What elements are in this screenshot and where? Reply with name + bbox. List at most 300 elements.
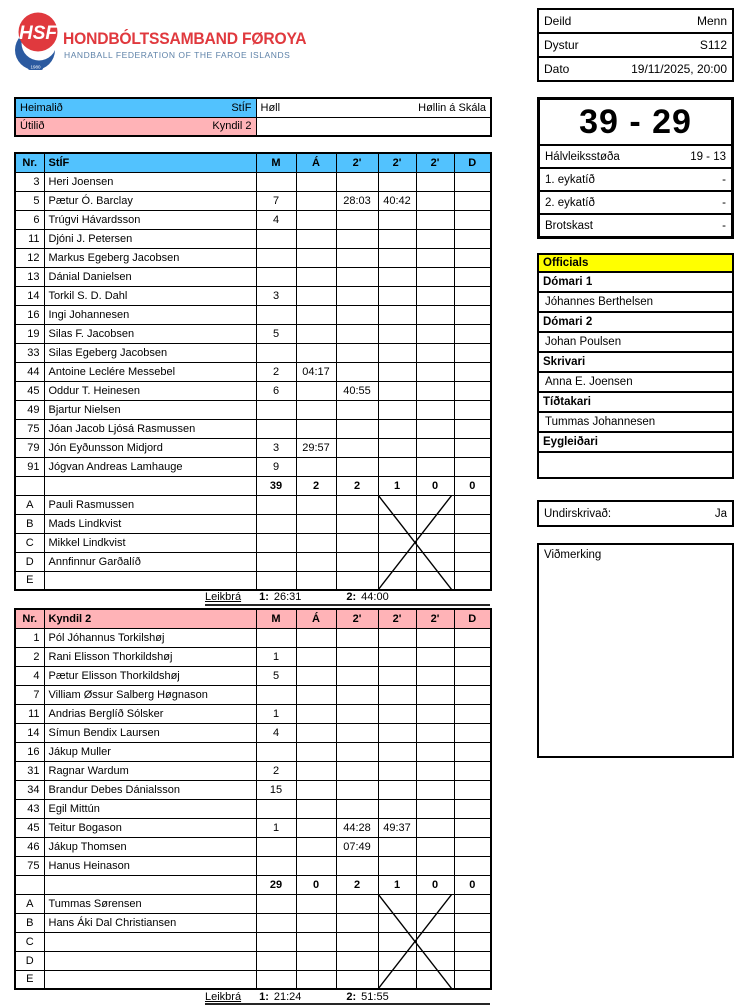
player-stat-cell <box>296 742 336 761</box>
roster-player-row <box>15 267 491 286</box>
player-number-cell: 33 <box>15 343 44 362</box>
bench-stat-cell <box>416 552 454 571</box>
player-name-cell: Jákup Muller <box>44 742 256 761</box>
score-panel <box>537 97 734 239</box>
player-number-cell: 6 <box>15 210 44 229</box>
player-stat-cell <box>256 742 296 761</box>
player-stat-cell <box>256 400 296 419</box>
bench-key-cell: C <box>15 533 44 552</box>
totals-value-cell: 29 <box>256 875 296 894</box>
player-stat-cell <box>336 438 378 457</box>
player-stat-cell <box>416 666 454 685</box>
leikbra-p1-label: 1: <box>259 991 269 1003</box>
player-stat-cell: 2 <box>256 362 296 381</box>
bench-stat-cell <box>416 495 454 514</box>
leikbra-p1-label: 1: <box>259 591 269 603</box>
leikbra-p2-label: 2: <box>346 991 357 1003</box>
bench-stat-cell <box>378 913 416 932</box>
player-stat-cell <box>296 419 336 438</box>
player-number-cell: 4 <box>15 666 44 685</box>
bench-stat-cell <box>296 571 336 590</box>
player-stat-cell: 40:42 <box>378 191 416 210</box>
roster-player-row <box>15 742 491 761</box>
bench-stat-cell <box>454 495 491 514</box>
roster-player-row <box>15 647 491 666</box>
totals-empty-cell <box>44 875 256 894</box>
remarks-box <box>537 543 734 758</box>
bench-stat-cell <box>454 951 491 970</box>
player-name-cell: Rani Elisson Thorkildshøj <box>44 647 256 666</box>
bench-row <box>15 514 491 533</box>
bench-stat-cell <box>256 894 296 913</box>
player-stat-cell: 9 <box>256 457 296 476</box>
player-stat-cell <box>256 685 296 704</box>
player-stat-cell <box>416 704 454 723</box>
player-name-cell: Jón Eyðunsson Midjord <box>44 438 256 457</box>
score-detail-row <box>540 215 731 236</box>
player-stat-cell <box>378 856 416 875</box>
bench-stat-cell <box>296 894 336 913</box>
final-score: 39 - 29 <box>540 100 731 146</box>
roster-player-row <box>15 362 491 381</box>
hall-cell <box>256 98 491 117</box>
player-stat-cell: 5 <box>256 324 296 343</box>
player-stat-cell <box>378 324 416 343</box>
player-stat-cell <box>378 362 416 381</box>
official-name <box>539 453 732 477</box>
totals-value-cell: 39 <box>256 476 296 495</box>
bench-name-cell <box>44 932 256 951</box>
roster-header-cell: Á <box>296 609 336 628</box>
bench-stat-cell <box>416 951 454 970</box>
roster-player-row <box>15 286 491 305</box>
player-name-cell: Dánial Danielsen <box>44 267 256 286</box>
away-roster-table <box>14 608 492 990</box>
match-info-row <box>539 56 732 80</box>
player-stat-cell <box>336 856 378 875</box>
official-name: Jóhannes Berthelsen <box>539 293 732 313</box>
official-name: Anna E. Joensen <box>539 373 732 393</box>
away-team-cell <box>15 117 256 136</box>
player-stat-cell <box>378 419 416 438</box>
player-stat-cell <box>454 438 491 457</box>
match-info-row <box>539 10 732 32</box>
bench-name-cell: Annfinnur Garðalíð <box>44 552 256 571</box>
player-stat-cell <box>416 457 454 476</box>
leikbra-label: Leikbrá <box>205 591 242 603</box>
player-stat-cell <box>416 799 454 818</box>
roster-player-row <box>15 305 491 324</box>
player-stat-cell <box>378 172 416 191</box>
player-name-cell: Antoine Leclére Messebel <box>44 362 256 381</box>
player-stat-cell <box>416 210 454 229</box>
player-stat-cell <box>454 666 491 685</box>
bench-stat-cell <box>454 894 491 913</box>
player-stat-cell <box>336 780 378 799</box>
player-stat-cell <box>296 286 336 305</box>
roster-header-cell: M <box>256 153 296 172</box>
player-stat-cell <box>296 666 336 685</box>
hall-cell-empty <box>256 117 491 136</box>
score-detail-row <box>540 146 731 169</box>
bench-stat-cell <box>454 970 491 989</box>
official-role: Dómari 1 <box>539 273 732 293</box>
totals-value-cell: 0 <box>454 875 491 894</box>
player-stat-cell <box>416 381 454 400</box>
roster-player-row <box>15 457 491 476</box>
player-stat-cell <box>296 267 336 286</box>
player-stat-cell <box>454 685 491 704</box>
player-stat-cell <box>336 799 378 818</box>
player-number-cell: 1 <box>15 628 44 647</box>
roster-totals-row <box>15 476 491 495</box>
player-stat-cell <box>454 457 491 476</box>
totals-empty-cell <box>15 476 44 495</box>
player-name-cell: Markus Egeberg Jacobsen <box>44 248 256 267</box>
player-stat-cell <box>256 419 296 438</box>
player-stat-cell <box>296 229 336 248</box>
roster-player-row <box>15 704 491 723</box>
roster-header-cell: D <box>454 153 491 172</box>
roster-player-row <box>15 666 491 685</box>
player-stat-cell <box>416 343 454 362</box>
player-stat-cell <box>336 704 378 723</box>
player-number-cell: 14 <box>15 286 44 305</box>
player-name-cell: Jógvan Andreas Lamhauge <box>44 457 256 476</box>
player-stat-cell <box>454 856 491 875</box>
player-stat-cell <box>378 704 416 723</box>
player-name-cell: Villiam Øssur Salberg Høgnason <box>44 685 256 704</box>
bench-stat-cell <box>296 552 336 571</box>
bench-key-cell: B <box>15 913 44 932</box>
player-stat-cell <box>296 685 336 704</box>
teams-header <box>14 97 492 137</box>
home-leikbra <box>205 591 490 606</box>
bench-row <box>15 571 491 590</box>
player-stat-cell <box>378 381 416 400</box>
player-stat-cell: 1 <box>256 647 296 666</box>
player-stat-cell: 2 <box>256 761 296 780</box>
player-stat-cell: 3 <box>256 438 296 457</box>
player-number-cell: 31 <box>15 761 44 780</box>
player-stat-cell <box>454 780 491 799</box>
bench-row <box>15 894 491 913</box>
totals-empty-cell <box>15 875 44 894</box>
score-detail-value: - <box>722 173 726 186</box>
roster-player-row <box>15 248 491 267</box>
player-stat-cell <box>256 799 296 818</box>
bench-name-cell: Tummas Sørensen <box>44 894 256 913</box>
totals-value-cell: 0 <box>296 875 336 894</box>
player-stat-cell <box>416 229 454 248</box>
bench-stat-cell <box>256 533 296 552</box>
player-number-cell: 45 <box>15 818 44 837</box>
player-stat-cell <box>454 210 491 229</box>
bench-stat-cell <box>256 932 296 951</box>
score-detail-rows <box>540 146 731 236</box>
player-number-cell: 79 <box>15 438 44 457</box>
roster-player-row <box>15 172 491 191</box>
player-stat-cell <box>296 191 336 210</box>
player-stat-cell <box>296 780 336 799</box>
player-name-cell: Djóni J. Petersen <box>44 229 256 248</box>
roster-player-row <box>15 381 491 400</box>
bench-name-cell <box>44 571 256 590</box>
player-stat-cell <box>256 856 296 875</box>
player-stat-cell <box>416 362 454 381</box>
player-number-cell: 14 <box>15 723 44 742</box>
player-stat-cell <box>378 742 416 761</box>
player-name-cell: Trúgvi Hávardsson <box>44 210 256 229</box>
score-detail-value: 19 - 13 <box>690 150 726 163</box>
player-name-cell: Hanus Heinason <box>44 856 256 875</box>
player-number-cell: 3 <box>15 172 44 191</box>
bench-name-cell <box>44 951 256 970</box>
official-name: Tummas Johannesen <box>539 413 732 433</box>
bench-stat-cell <box>336 894 378 913</box>
player-name-cell: Heri Joensen <box>44 172 256 191</box>
player-number-cell: 43 <box>15 799 44 818</box>
remarks-label: Viðmerking <box>544 549 602 561</box>
player-number-cell: 16 <box>15 305 44 324</box>
player-stat-cell <box>336 362 378 381</box>
player-stat-cell <box>454 381 491 400</box>
totals-empty-cell <box>44 476 256 495</box>
roster-player-row <box>15 628 491 647</box>
player-stat-cell <box>296 647 336 666</box>
roster-header-row <box>15 153 491 172</box>
player-stat-cell <box>336 400 378 419</box>
player-name-cell: Ingi Johannesen <box>44 305 256 324</box>
player-stat-cell <box>336 628 378 647</box>
score-detail-label: 1. eykatíð <box>545 173 595 186</box>
roster-player-row <box>15 837 491 856</box>
player-stat-cell: 6 <box>256 381 296 400</box>
player-stat-cell: 40:55 <box>336 381 378 400</box>
player-stat-cell <box>454 742 491 761</box>
roster-header-cell: 2' <box>378 153 416 172</box>
player-stat-cell <box>256 305 296 324</box>
player-stat-cell <box>454 343 491 362</box>
player-number-cell: 7 <box>15 685 44 704</box>
player-stat-cell <box>454 818 491 837</box>
player-stat-cell <box>296 381 336 400</box>
player-stat-cell <box>454 172 491 191</box>
player-stat-cell <box>378 647 416 666</box>
roster-player-row <box>15 818 491 837</box>
bench-stat-cell <box>378 970 416 989</box>
player-stat-cell <box>416 761 454 780</box>
player-stat-cell: 28:03 <box>336 191 378 210</box>
player-stat-cell <box>454 628 491 647</box>
home-name: StÍF <box>231 101 252 114</box>
player-stat-cell <box>416 723 454 742</box>
player-number-cell: 49 <box>15 400 44 419</box>
officials-panel <box>537 253 734 479</box>
roster-player-row <box>15 723 491 742</box>
player-stat-cell <box>454 837 491 856</box>
bench-name-cell: Mikkel Lindkvist <box>44 533 256 552</box>
bench-stat-cell <box>416 514 454 533</box>
player-stat-cell <box>416 400 454 419</box>
roster-player-row <box>15 761 491 780</box>
score-detail-row <box>540 169 731 192</box>
player-stat-cell <box>416 685 454 704</box>
player-stat-cell <box>416 438 454 457</box>
bench-stat-cell <box>296 951 336 970</box>
player-name-cell: Pól Jóhannus Torkilshøj <box>44 628 256 647</box>
player-stat-cell <box>416 419 454 438</box>
player-stat-cell <box>416 248 454 267</box>
bench-stat-cell <box>454 913 491 932</box>
player-stat-cell <box>416 305 454 324</box>
totals-value-cell: 1 <box>378 476 416 495</box>
bench-row <box>15 970 491 989</box>
bench-row <box>15 951 491 970</box>
roster-header-cell: 2' <box>336 153 378 172</box>
bench-stat-cell <box>256 970 296 989</box>
bench-stat-cell <box>336 495 378 514</box>
match-info-label: Dystur <box>544 38 579 52</box>
player-stat-cell <box>454 799 491 818</box>
player-stat-cell: 5 <box>256 666 296 685</box>
bench-stat-cell <box>296 514 336 533</box>
roster-header-cell: Á <box>296 153 336 172</box>
player-stat-cell <box>336 457 378 476</box>
bench-row <box>15 533 491 552</box>
bench-row <box>15 495 491 514</box>
player-stat-cell <box>336 305 378 324</box>
player-stat-cell <box>416 191 454 210</box>
player-number-cell: 45 <box>15 381 44 400</box>
logo-year: 1980 <box>30 64 41 70</box>
bench-stat-cell <box>296 533 336 552</box>
score-detail-value: - <box>722 196 726 209</box>
roster-player-row <box>15 210 491 229</box>
bench-stat-cell <box>336 951 378 970</box>
match-info-label: Deild <box>544 14 572 28</box>
bench-stat-cell <box>336 970 378 989</box>
leikbra-p1-value: 26:31 <box>273 591 302 603</box>
roster-header-cell: StÍF <box>44 153 256 172</box>
bench-stat-cell <box>336 932 378 951</box>
player-stat-cell <box>296 457 336 476</box>
player-number-cell: 75 <box>15 856 44 875</box>
bench-stat-cell <box>454 932 491 951</box>
org-name: HONDBÓLTSSAMBAND FØROYA <box>63 29 307 48</box>
player-stat-cell <box>378 685 416 704</box>
player-stat-cell <box>416 267 454 286</box>
bench-stat-cell <box>256 913 296 932</box>
player-stat-cell <box>336 647 378 666</box>
official-role: Eygleiðari <box>539 433 732 453</box>
player-name-cell: Andrias Berglíð Sólsker <box>44 704 256 723</box>
leikbra-p2-label: 2: <box>346 591 357 603</box>
bench-name-cell: Pauli Rasmussen <box>44 495 256 514</box>
bench-stat-cell <box>416 913 454 932</box>
home-roster-table <box>14 152 492 591</box>
player-number-cell: 13 <box>15 267 44 286</box>
player-stat-cell <box>378 799 416 818</box>
player-stat-cell <box>336 229 378 248</box>
roster-header-cell: Nr. <box>15 153 44 172</box>
player-stat-cell <box>378 229 416 248</box>
player-stat-cell <box>256 267 296 286</box>
bench-stat-cell <box>296 970 336 989</box>
bench-stat-cell <box>336 552 378 571</box>
signature-box <box>537 500 734 527</box>
player-number-cell: 75 <box>15 419 44 438</box>
player-stat-cell <box>378 400 416 419</box>
player-stat-cell <box>416 818 454 837</box>
player-name-cell: Jákup Thomsen <box>44 837 256 856</box>
player-stat-cell <box>296 761 336 780</box>
score-detail-label: 2. eykatíð <box>545 196 595 209</box>
bench-stat-cell <box>336 533 378 552</box>
leikbra-p1-value: 21:24 <box>273 991 302 1003</box>
leikbra-p2-value: 44:00 <box>361 591 389 603</box>
bench-row <box>15 913 491 932</box>
roster-header-cell: Kyndil 2 <box>44 609 256 628</box>
official-name: Johan Poulsen <box>539 333 732 353</box>
player-stat-cell <box>454 362 491 381</box>
player-stat-cell: 29:57 <box>296 438 336 457</box>
player-stat-cell <box>454 248 491 267</box>
roster-player-row <box>15 191 491 210</box>
official-role: Tíðtakari <box>539 393 732 413</box>
away-name: Kyndil 2 <box>212 120 252 133</box>
signature-value: Ja <box>714 507 727 520</box>
player-stat-cell <box>336 761 378 780</box>
bench-stat-cell <box>296 932 336 951</box>
player-name-cell: Jóan Jacob Ljósá Rasmussen <box>44 419 256 438</box>
player-stat-cell <box>378 267 416 286</box>
bench-stat-cell <box>256 495 296 514</box>
bench-stat-cell <box>336 571 378 590</box>
bench-stat-cell <box>416 571 454 590</box>
player-name-cell: Teitur Bogason <box>44 818 256 837</box>
player-number-cell: 11 <box>15 704 44 723</box>
hall-label: Høll <box>260 101 281 114</box>
player-stat-cell <box>296 799 336 818</box>
player-stat-cell <box>296 324 336 343</box>
roster-player-row <box>15 400 491 419</box>
player-stat-cell <box>378 438 416 457</box>
signature-label: Undirskrivað: <box>544 507 612 520</box>
bench-key-cell: C <box>15 932 44 951</box>
bench-stat-cell <box>256 552 296 571</box>
player-stat-cell <box>378 723 416 742</box>
roster-header-cell: D <box>454 609 491 628</box>
player-stat-cell <box>336 742 378 761</box>
player-stat-cell <box>336 324 378 343</box>
player-stat-cell <box>416 628 454 647</box>
player-stat-cell <box>378 343 416 362</box>
player-stat-cell <box>454 191 491 210</box>
player-name-cell: Pætur Ó. Barclay <box>44 191 256 210</box>
player-name-cell: Bjartur Nielsen <box>44 400 256 419</box>
bench-stat-cell <box>378 552 416 571</box>
bench-stat-cell <box>454 571 491 590</box>
bench-row <box>15 552 491 571</box>
player-stat-cell <box>296 723 336 742</box>
player-stat-cell <box>336 267 378 286</box>
player-stat-cell <box>454 324 491 343</box>
player-stat-cell: 49:37 <box>378 818 416 837</box>
player-stat-cell <box>378 761 416 780</box>
player-stat-cell <box>296 818 336 837</box>
score-detail-value: - <box>722 219 726 232</box>
